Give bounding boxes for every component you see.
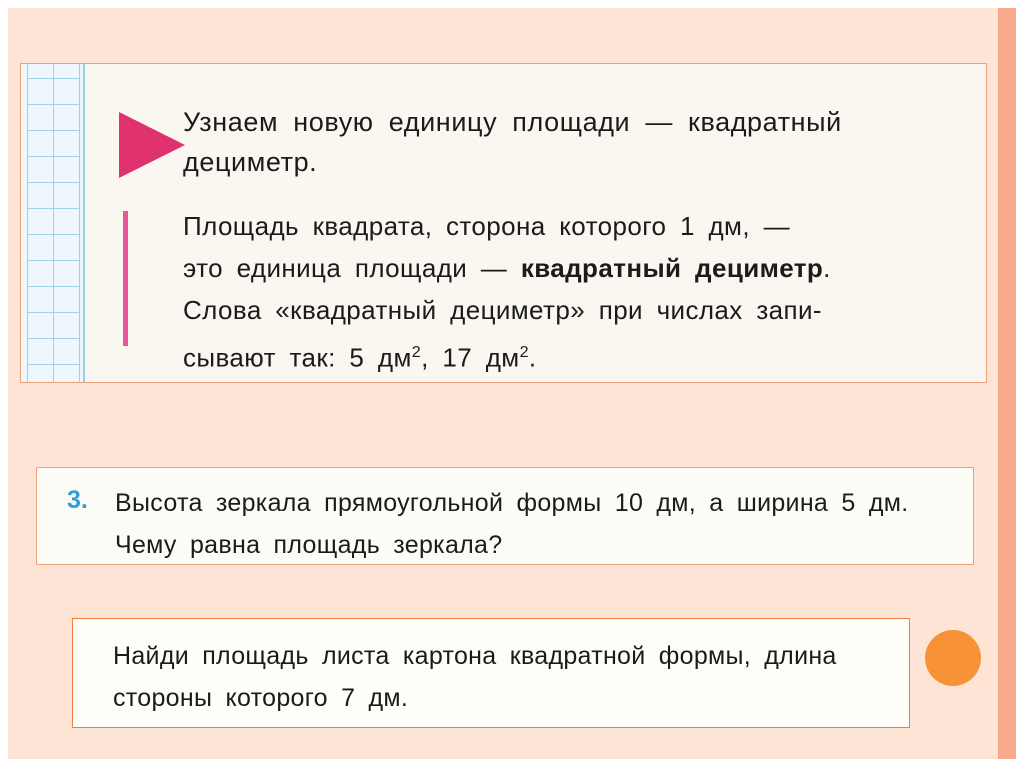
task-3-number: 3.: [67, 486, 88, 514]
task-4-panel: [72, 618, 910, 728]
task-3-panel: [36, 467, 974, 565]
superscript-two-second: 2: [519, 343, 529, 361]
slide-accent-stripe: [998, 8, 1016, 759]
theory-body: [85, 64, 986, 382]
rule-line-2-prefix: это единица площади —: [183, 253, 521, 283]
slide-edge-right: [1016, 0, 1024, 767]
orange-circle-decor: [925, 630, 981, 686]
rule-text: [183, 205, 983, 379]
triangle-pointer-icon: [119, 112, 185, 178]
rule-line-4-prefix: сывают так: 5 дм: [183, 342, 412, 373]
notebook-paper-decor: [21, 64, 85, 382]
rule-line-1: Площадь квадрата, сторона которого 1 дм, —: [183, 211, 790, 241]
rule-line-3: Слова «квадратный дециметр» при числах запи-: [183, 295, 822, 325]
theory-panel: [20, 63, 987, 383]
rule-line-4-suffix: .: [528, 342, 537, 373]
rule-term-bold: квадратный дециметр: [520, 253, 824, 283]
rule-line-2-suffix: .: [823, 253, 831, 283]
task-3-text: Высота зеркала прямоугольной формы 10 дм, а ширина 5 дм. Чему равна площадь зеркала?: [115, 489, 909, 559]
slide-edge-top: [0, 0, 1024, 8]
lesson-title: Узнаем новую единицу площади — квадратный дециметр.: [183, 107, 842, 177]
rule-line-4-middle: , 17 дм: [421, 342, 520, 373]
superscript-two-first: 2: [411, 343, 422, 361]
slide-edge-bottom: [0, 759, 1024, 767]
slide-edge-left: [0, 0, 8, 767]
task-4-text: Найди площадь листа картона квадратной формы, длина стороны которого 7 дм.: [113, 642, 837, 712]
rule-accent-bar: [123, 211, 128, 346]
